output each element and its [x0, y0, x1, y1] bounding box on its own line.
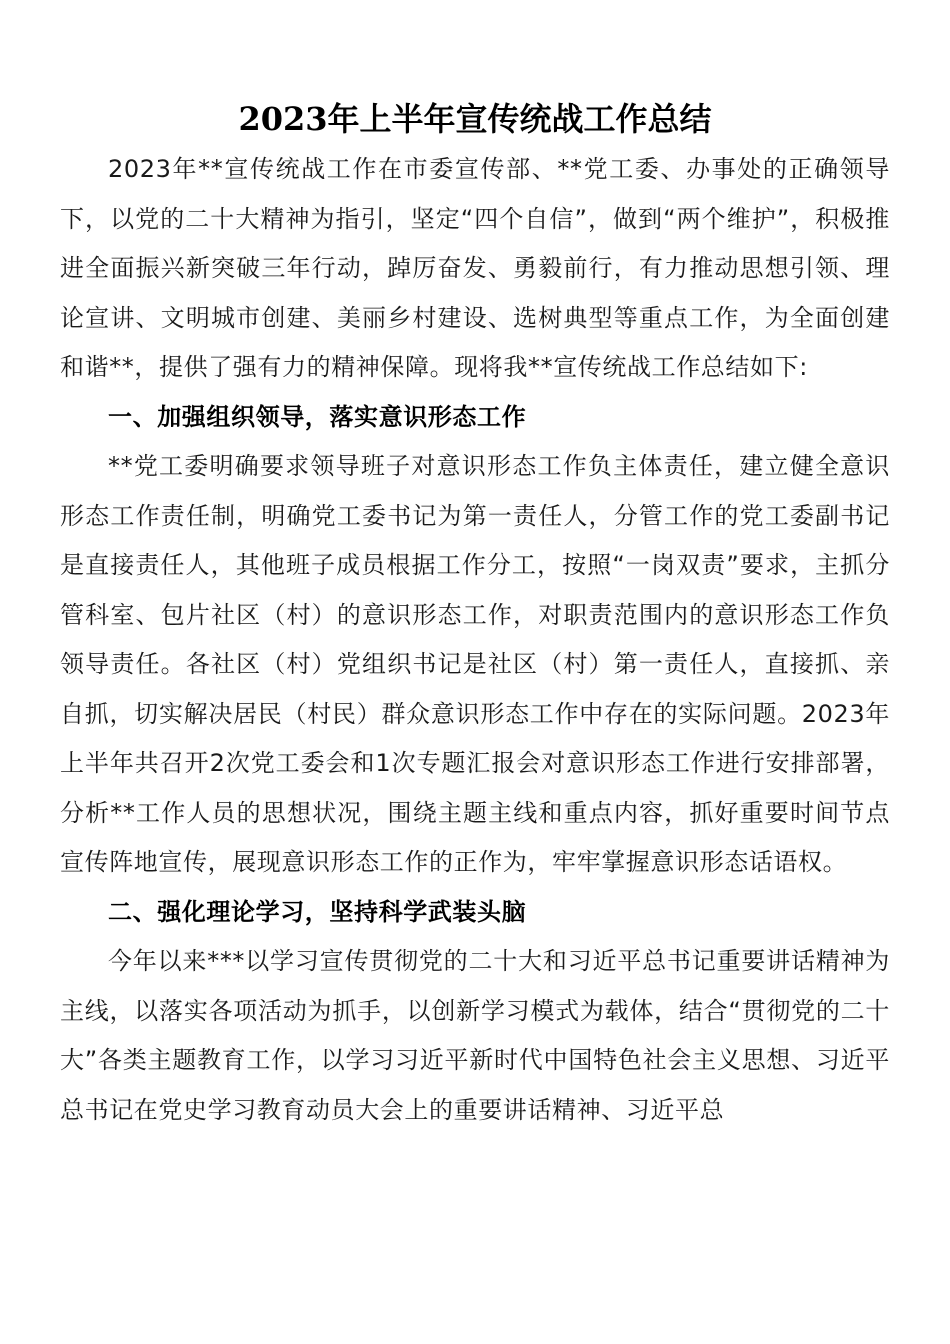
- section-2-heading: 二、强化理论学习，坚持科学武装头脑: [108, 897, 527, 926]
- section-2-paragraph: 今年以来***以学习宣传贯彻党的二十大和习近平总书记重要讲话精神为主线，以落实各项活动为抓手，以创新学习模式为载体，结合“贯彻党的二十大”各类主题教育工作，以学习习近平新时代中国特色社会主义思想、习近平总书记在党史学习教育动员大会上的重要讲话精神、习近平总: [60, 947, 890, 1124]
- section-1-heading: 一、加强组织领导，落实意识形态工作: [108, 402, 527, 431]
- document-title: 2023年上半年宣传统战工作总结: [238, 100, 712, 138]
- document-body: [60, 145, 890, 1135]
- intro-paragraph: 2023年**宣传统战工作在市委宣传部、**党工委、办事处的正确领导下，以党的二十大精神为指引，坚定“四个自信”，做到“两个维护”，积极推进全面振兴新突破三年行动，踔厉奋发、勇毅前行，有力推动思想引领、理论宣讲、文明城市创建、美丽乡村建设、选树典型等重点工作，为全面创建和谐**，提供了强有力的精神保障。现将我**宣传统战工作总结如下:: [60, 155, 890, 381]
- section-1-paragraph: **党工委明确要求领导班子对意识形态工作负主体责任，建立健全意识形态工作责任制，明确党工委书记为第一责任人，分管工作的党工委副书记是直接责任人，其他班子成员根据工作分工，按照“一岗双责”要求，主抓分管科室、包片社区（村）的意识形态工作，对职责范围内的意识形态工作负领导责任。各社区（村）党组织书记是社区（村）第一责任人，直接抓、亲自抓，切实解决居民（村民）群众意识形态工作中存在的实际问题。2023年上半年共召开2次党工委会和1次专题汇报会对意识形态工作进行安排部署，分析**工作人员的思想状况，围绕主题主线和重点内容，抓好重要时间节点宣传阵地宣传，展现意识形态工作的正作为，牢牢掌握意识形态话语权。: [60, 452, 890, 876]
